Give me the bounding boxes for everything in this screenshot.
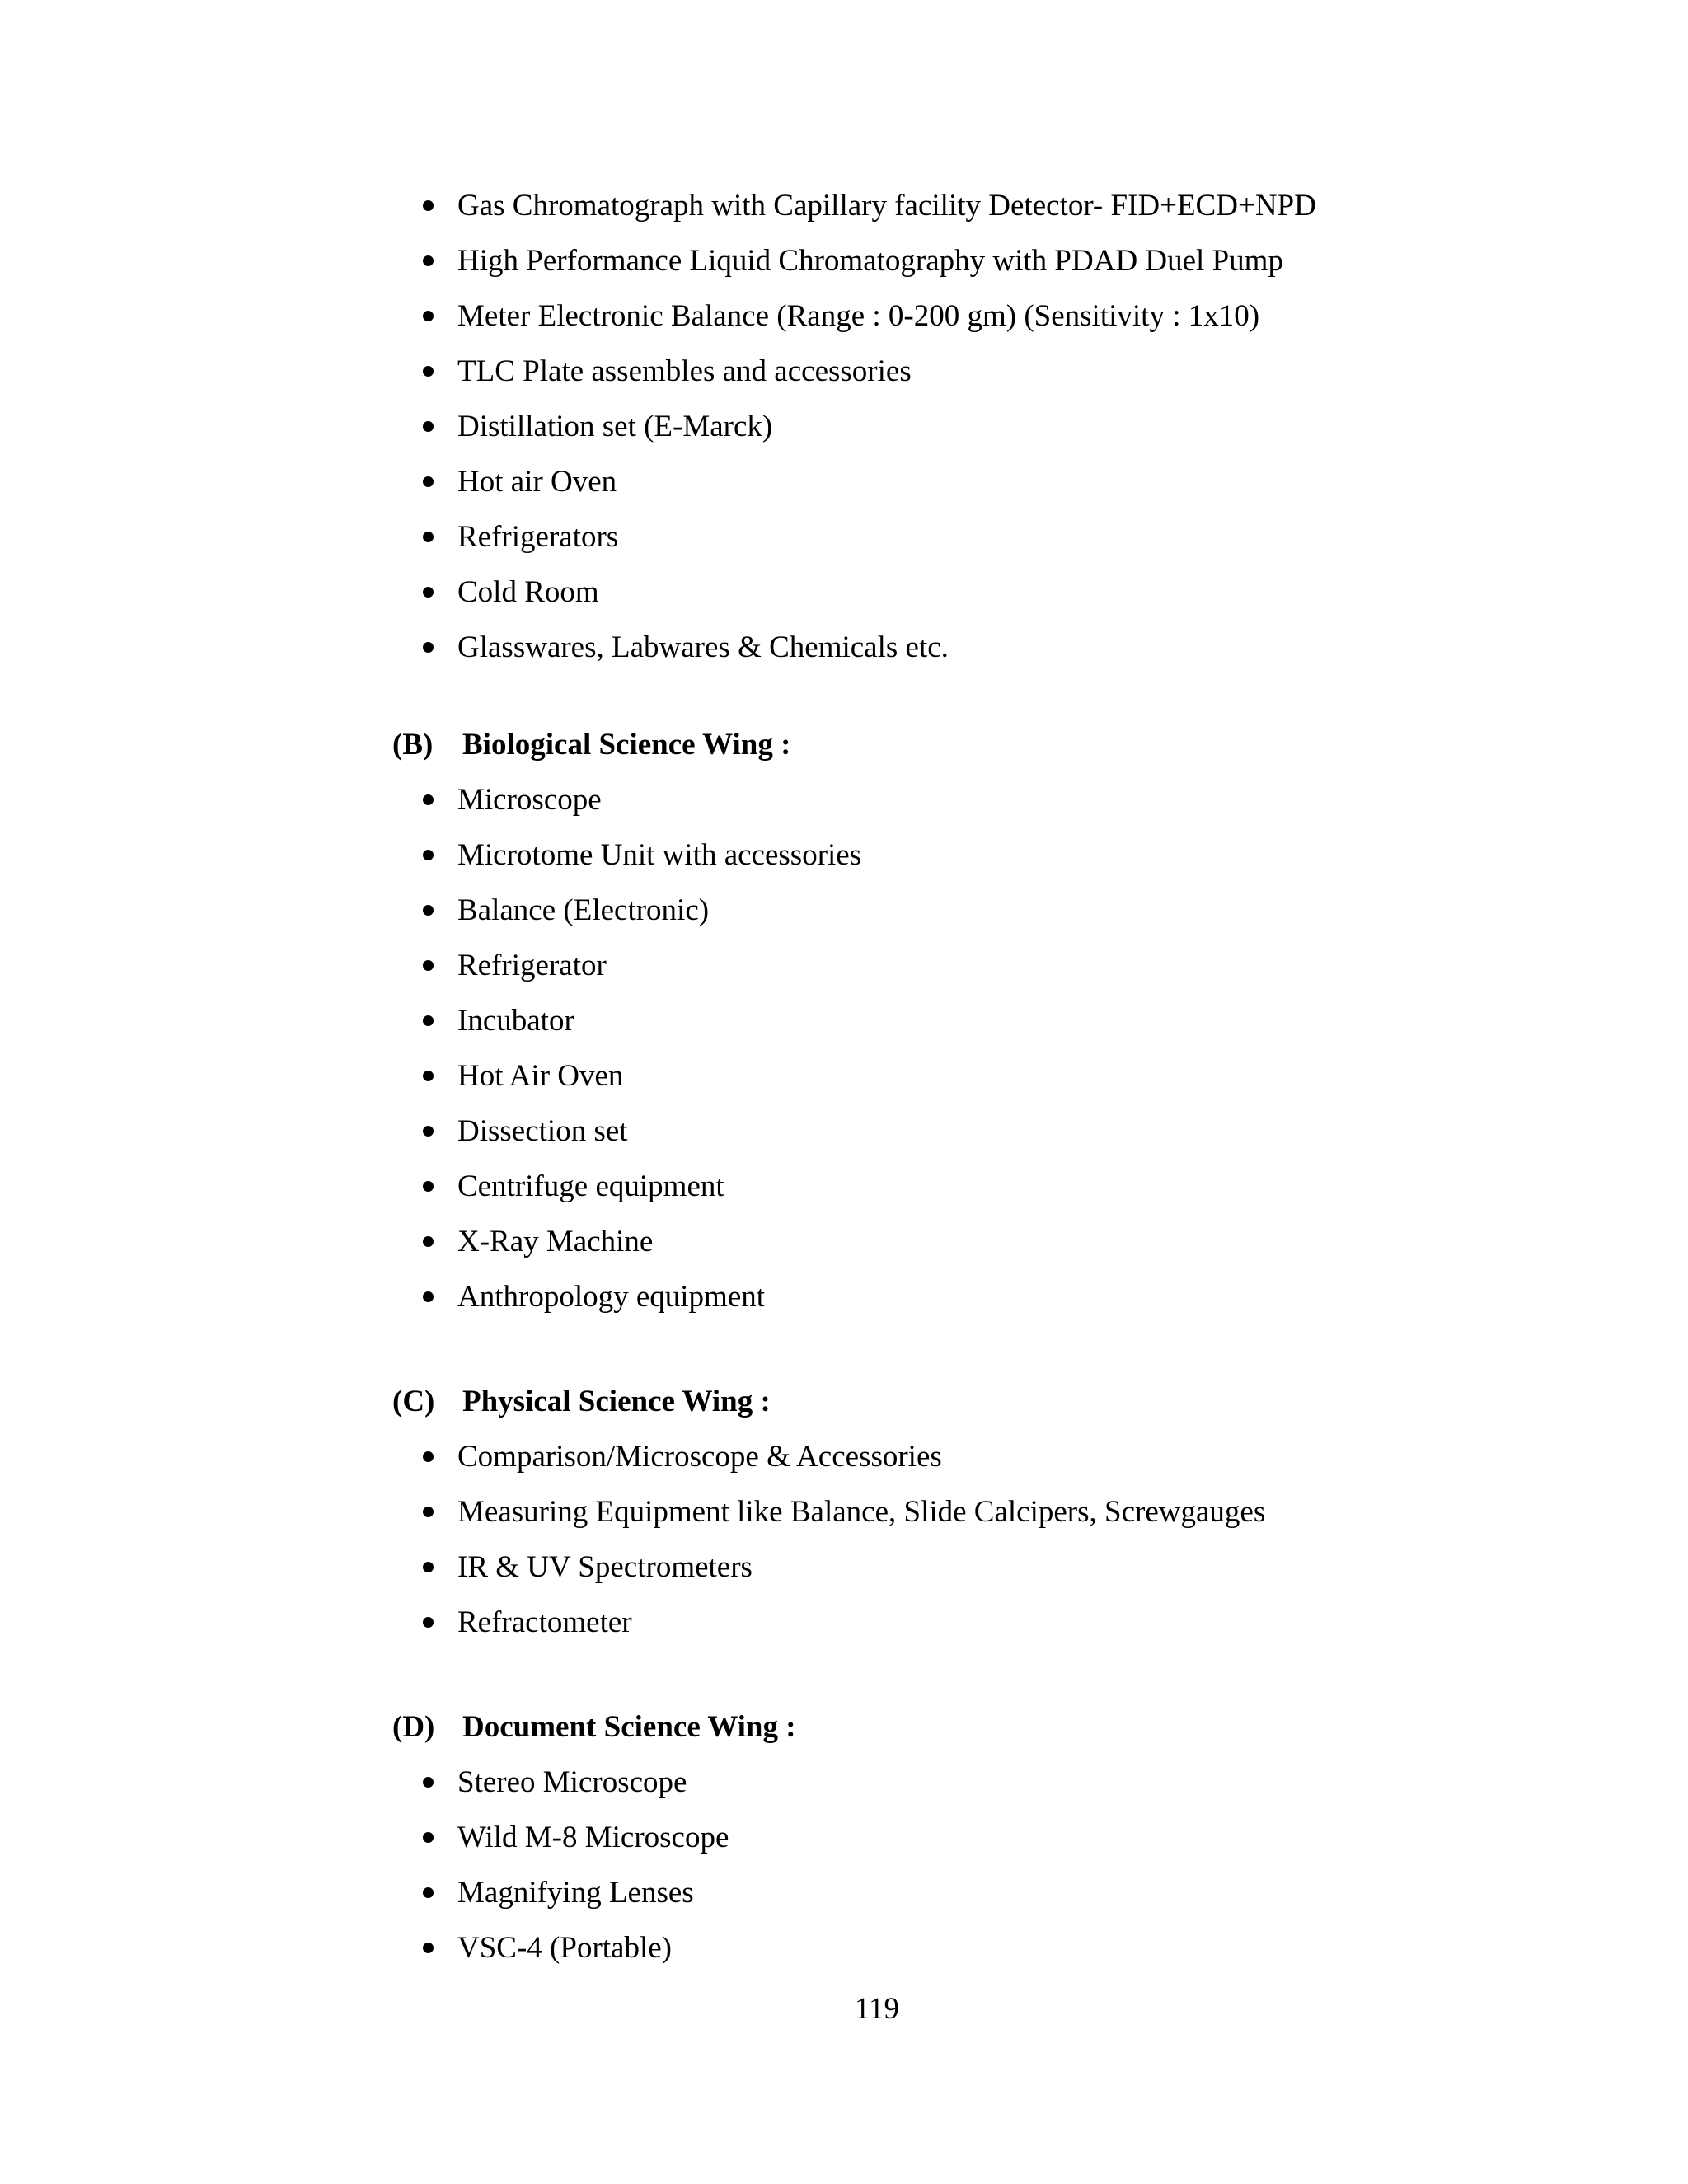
bullet-icon bbox=[423, 850, 434, 860]
list-item: Refractometer bbox=[0, 1595, 1688, 1650]
list-item: Meter Electronic Balance (Range : 0-200 gm) (Sensitivity : 1x10) bbox=[0, 288, 1688, 344]
section-letter: (C) bbox=[392, 1385, 435, 1418]
list-item: High Performance Liquid Chromatography with PDAD Duel Pump bbox=[0, 233, 1688, 288]
bullet-icon bbox=[423, 587, 434, 598]
document-equipment-list bbox=[0, 1755, 1688, 1975]
bullet-icon bbox=[423, 905, 434, 916]
list-item: Glasswares, Labwares & Chemicals etc. bbox=[0, 620, 1688, 675]
section-title: Physical Science Wing : bbox=[462, 1385, 771, 1418]
bullet-icon bbox=[423, 532, 434, 542]
list-item: Incubator bbox=[0, 993, 1688, 1048]
list-item: Balance (Electronic) bbox=[0, 883, 1688, 938]
section-letter: (B) bbox=[392, 728, 434, 762]
list-item: Hot Air Oven bbox=[0, 1048, 1688, 1104]
list-item: Wild M-8 Microscope bbox=[0, 1810, 1688, 1865]
list-item: Magnifying Lenses bbox=[0, 1865, 1688, 1920]
list-item: Comparison/Microscope & Accessories bbox=[0, 1429, 1688, 1484]
bullet-icon bbox=[423, 421, 434, 432]
bullet-icon bbox=[423, 1071, 434, 1081]
equipment-list-continued bbox=[0, 178, 1688, 675]
bullet-icon bbox=[423, 1507, 434, 1517]
section-title: Biological Science Wing : bbox=[462, 728, 791, 762]
list-item: VSC-4 (Portable) bbox=[0, 1920, 1688, 1975]
section-letter: (D) bbox=[392, 1710, 435, 1744]
bullet-icon bbox=[423, 311, 434, 321]
list-item: Stereo Microscope bbox=[0, 1755, 1688, 1810]
list-item: X-Ray Machine bbox=[0, 1214, 1688, 1269]
biological-equipment-list bbox=[0, 772, 1688, 1324]
list-item: Centrifuge equipment bbox=[0, 1159, 1688, 1214]
list-item: Measuring Equipment like Balance, Slide Calcipers, Screwgauges bbox=[0, 1484, 1688, 1540]
bullet-icon bbox=[423, 1943, 434, 1953]
bullet-icon bbox=[423, 794, 434, 805]
list-item: TLC Plate assembles and accessories bbox=[0, 344, 1688, 399]
list-item: Anthropology equipment bbox=[0, 1269, 1688, 1324]
list-item: IR & UV Spectrometers bbox=[0, 1540, 1688, 1595]
bullet-icon bbox=[423, 1236, 434, 1247]
list-item: Dissection set bbox=[0, 1104, 1688, 1159]
bullet-icon bbox=[423, 1832, 434, 1843]
list-item: Refrigerators bbox=[0, 509, 1688, 565]
bullet-icon bbox=[423, 642, 434, 653]
list-item: Distillation set (E-Marck) bbox=[0, 399, 1688, 454]
bullet-icon bbox=[423, 1887, 434, 1898]
list-item: Gas Chromatograph with Capillary facility Detector- FID+ECD+NPD bbox=[0, 178, 1688, 233]
bullet-icon bbox=[423, 476, 434, 487]
bullet-icon bbox=[423, 200, 434, 211]
bullet-icon bbox=[423, 1181, 434, 1192]
list-item: Microtome Unit with accessories bbox=[0, 827, 1688, 883]
list-item: Cold Room bbox=[0, 565, 1688, 620]
bullet-icon bbox=[423, 366, 434, 377]
physical-equipment-list bbox=[0, 1429, 1688, 1650]
bullet-icon bbox=[423, 1617, 434, 1628]
list-item: Hot air Oven bbox=[0, 454, 1688, 509]
bullet-icon bbox=[423, 1015, 434, 1026]
list-item: Refrigerator bbox=[0, 938, 1688, 993]
bullet-icon bbox=[423, 1126, 434, 1137]
list-item: Microscope bbox=[0, 772, 1688, 827]
page-number: 119 bbox=[854, 1992, 900, 2026]
section-title: Document Science Wing : bbox=[462, 1710, 796, 1744]
bullet-icon bbox=[423, 1777, 434, 1788]
bullet-icon bbox=[423, 960, 434, 971]
bullet-icon bbox=[423, 1562, 434, 1572]
bullet-icon bbox=[423, 1451, 434, 1462]
bullet-icon bbox=[423, 255, 434, 266]
bullet-icon bbox=[423, 1291, 434, 1302]
